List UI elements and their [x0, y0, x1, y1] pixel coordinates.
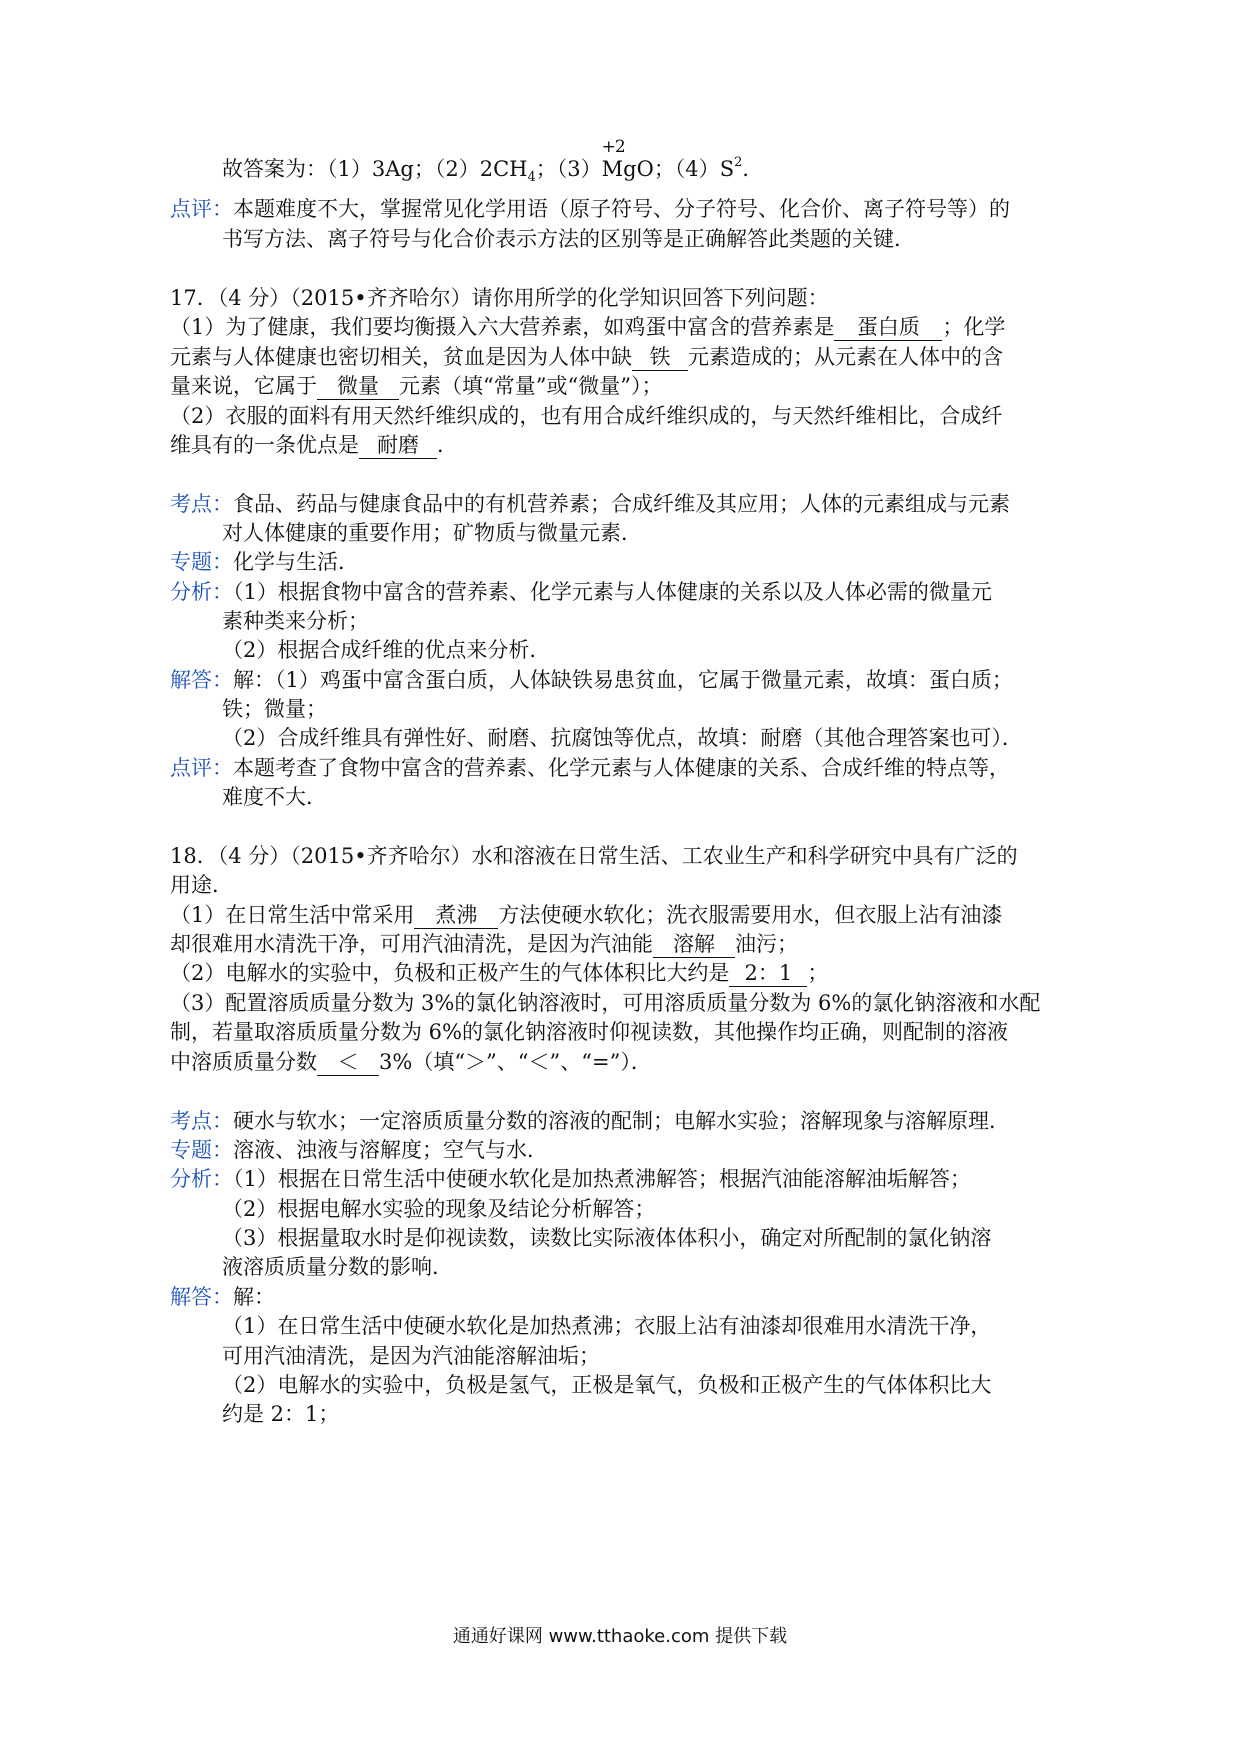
q17-part2-line1: （2）衣服的面料有用天然纤维织成的，也有用合成纤维织成的，与天然纤维相比，合成纤 [170, 404, 1003, 428]
q17-fenxi-line2: 素种类来分析； [222, 609, 369, 633]
q18-fenxi: 分析：（1）根据在日常生活中使硬水软化是加热煮沸解答；根据汽油能溶解油垢解答； [170, 1167, 971, 1191]
q18-jieda-line3: （2）电解水的实验中，负极是氢气，正极是氧气，负极和正极产生的气体体积比大 [222, 1373, 992, 1397]
q18-part3-line1: （3）配置溶质质量分数为 3%的氯化钠溶液时，可用溶质质量分数为 6%的氯化钠溶液和水配 [170, 991, 1041, 1015]
answer-blank: 铁 [632, 344, 688, 371]
page-footer: 通通好课网 www.tthaoke.com 提供下载 [452, 1626, 788, 1647]
q17-part1-line3: 量来说，它属于 微量 元素（填“常量”或“微量”）； [170, 374, 663, 398]
q18-fenxi-line3: （3）根据量取水时是仰视读数，读数比实际液体体积小，确定对所配制的氯化钠溶 [222, 1226, 992, 1250]
q17-part1-line1: （1）为了健康，我们要均衡摄入六大营养素，如鸡蛋中富含的营养素是 蛋白质 ；化学 [170, 315, 1006, 339]
q17-header: 17．（4 分）（2015•齐齐哈尔）请你用所学的化学知识回答下列问题： [170, 286, 829, 310]
q18-zhuanti: 专题：溶液、浊液与溶解度；空气与水． [170, 1138, 548, 1162]
q18-jieda: 解答：解： [170, 1285, 275, 1309]
q18-part1-line1: （1）在日常生活中常采用 煮沸 方法使硬水软化；洗衣服需要用水，但衣服上沾有油漆 [170, 903, 1003, 927]
q18-kaodian: 考点：硬水与软水；一定溶质质量分数的溶液的配制；电解水实验；溶解现象与溶解原理． [170, 1109, 1010, 1133]
q18-jieda-line2: 可用汽油清洗，是因为汽油能溶解油垢； [222, 1344, 600, 1368]
q17-dianping-line2: 难度不大． [222, 785, 327, 809]
q17-dianping: 点评：本题考查了食物中富含的营养素、化学元素与人体健康的关系、合成纤维的特点等， [170, 756, 1010, 780]
answer-blank: 2：1 [729, 960, 807, 987]
answer-blank: 耐磨 [359, 432, 437, 459]
q17-fenxi: 分析：（1）根据食物中富含的营养素、化学元素与人体健康的关系以及人体必需的微量元 [170, 580, 992, 604]
q18-header-line2: 用途． [170, 873, 233, 897]
q17-kaodian: 考点：食品、药品与健康食品中的有机营养素；合成纤维及其应用；人体的元素组成与元素 [170, 492, 1010, 516]
q17-jieda: 解答：解：（1）鸡蛋中富含蛋白质，人体缺铁易患贫血，它属于微量元素，故填：蛋白质； [170, 668, 1013, 692]
answer-blank: 煮沸 [414, 902, 498, 929]
q16-answer: 故答案为：（1）3Ag；$(2)2CH_4$；（3） +2 MgO；$(4)S^2$． [222, 137, 764, 185]
q18-part1-line2: 却很难用水清洗干净，可用汽油清洗，是因为汽油能 溶解 油污； [170, 932, 798, 956]
q16-comment: 点评：本题难度不大，掌握常见化学用语（原子符号、分子符号、化合价、离子符号等）的 [170, 197, 1010, 221]
q18-header: 18．（4 分）（2015•齐齐哈尔）水和溶液在日常生活、工农业生产和科学研究中具有广泛的 [170, 844, 1018, 868]
q17-jieda-line3: （2）合成纤维具有弹性好、耐磨、抗腐蚀等优点，故填：耐磨（其他合理答案也可）． [222, 726, 1023, 750]
answer-blank: 微量 [317, 373, 399, 400]
valence-formula: +2 Mg [601, 137, 637, 181]
q18-part2: （2）电解水的实验中，负极和正极产生的气体体积比大约是 2：1 ； [170, 961, 829, 985]
q18-jieda-line1: （1）在日常生活中使硬水软化是加热煮沸；衣服上沾有油漆却很难用水清洗干净， [222, 1314, 992, 1338]
q17-fenxi-line3: （2）根据合成纤维的优点来分析． [222, 638, 551, 662]
answer-blank: 蛋白质 [834, 314, 942, 341]
answer-blank: ＜ [317, 1049, 379, 1076]
q17-zhuanti: 专题：化学与生活． [170, 550, 359, 574]
q18-fenxi-line2: （2）根据电解水实验的现象及结论分析解答； [222, 1197, 656, 1221]
q17-kaodian-line2: 对人体健康的重要作用；矿物质与微量元素． [222, 521, 642, 545]
q18-part3-line3: 中溶质质量分数 ＜ 3%（填“＞”、“＜”、“=”）． [170, 1050, 652, 1074]
answer-blank: 溶解 [653, 931, 735, 958]
q17-part2-line2: 维具有的一条优点是 耐磨 ． [170, 433, 458, 457]
q18-fenxi-line4: 液溶质质量分数的影响． [222, 1255, 453, 1279]
q16-comment-line2: 书写方法、离子符号与化合价表示方法的区别等是正确解答此类题的关键． [222, 227, 915, 251]
q17-jieda-line2: 铁；微量； [222, 697, 327, 721]
q18-part3-line2: 制，若量取溶质质量分数为 6%的氯化钠溶液时仰视读数，其他操作均正确，则配制的溶液 [170, 1020, 1008, 1044]
q18-jieda-line4: 约是 2：1； [222, 1402, 340, 1426]
q17-part1-line2: 元素与人体健康也密切相关，贫血是因为人体中缺 铁 元素造成的；从元素在人体中的含 [170, 345, 1003, 369]
